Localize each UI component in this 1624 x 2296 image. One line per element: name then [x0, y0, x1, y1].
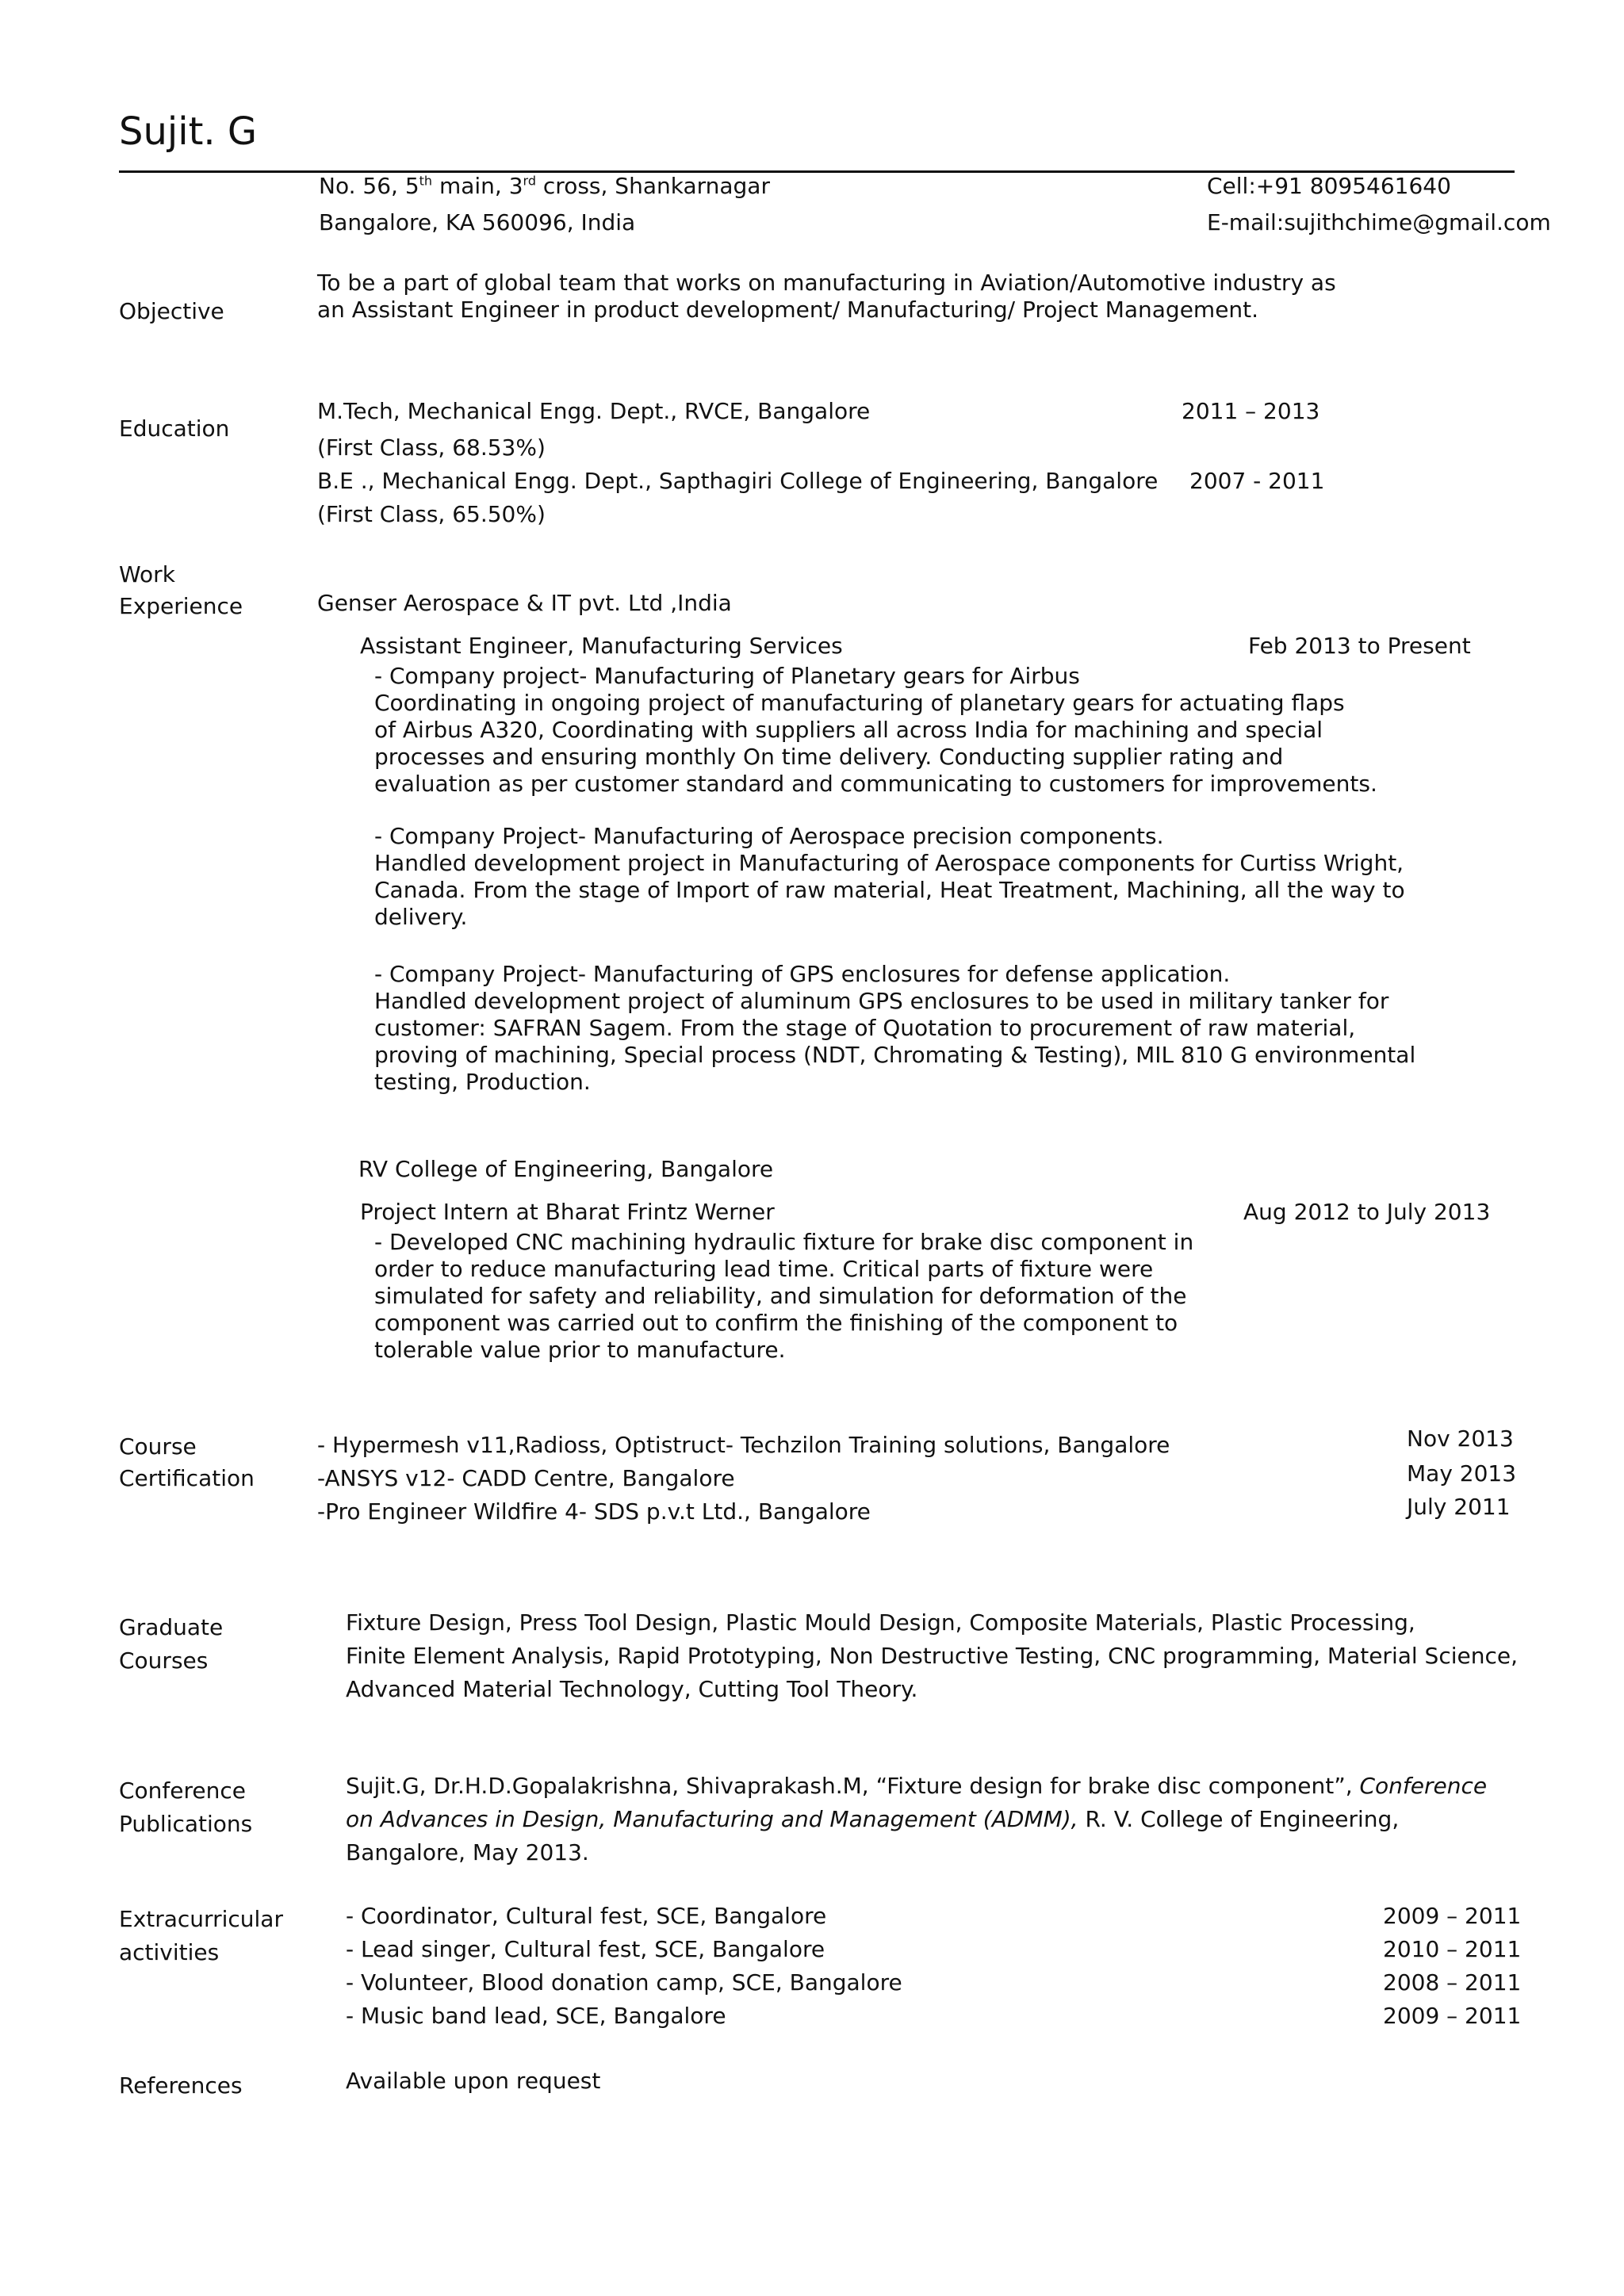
- education-result-1: (First Class, 68.53%): [317, 434, 546, 461]
- work-heading-1: Work: [119, 561, 175, 587]
- publication-authors-title: Sujit.G, Dr.H.D.Gopalakrishna, Shivaprakash.M, “Fixture design for brake disc component”,: [346, 1773, 1360, 1799]
- project-line: - Company Project- Manufacturing of GPS enclosures for defense application.: [374, 961, 1231, 987]
- project-line: Canada. From the stage of Import of raw material, Heat Treatment, Machining, all the way to: [374, 877, 1405, 903]
- project-line: testing, Production.: [374, 1069, 591, 1095]
- project-line: customer: SAFRAN Sagem. From the stage of Quotation to procurement of raw material,: [374, 1015, 1356, 1041]
- address-sup-2: rd: [523, 173, 536, 189]
- project-line: of Airbus A320, Coordinating with suppliers all across India for machining and special: [374, 717, 1323, 743]
- project-line: component was carried out to confirm the finishing of the component to: [374, 1310, 1178, 1336]
- graduate-courses-line: Fixture Design, Press Tool Design, Plastic Mould Design, Composite Materials, Plastic Processing,: [346, 1609, 1415, 1636]
- project-line: evaluation as per customer standard and communicating to customers for improvements.: [374, 771, 1377, 797]
- extracurricular-years: 2009 – 2011: [1383, 1903, 1522, 1929]
- company-genser: Genser Aerospace & IT pvt. Ltd ,India: [317, 590, 732, 616]
- email-address: E-mail:sujithchime@gmail.com: [1207, 209, 1551, 235]
- education-years-2: 2007 - 2011: [1189, 468, 1325, 494]
- project-line: - Company Project- Manufacturing of Aerospace precision components.: [374, 823, 1164, 849]
- objective-line-2: an Assistant Engineer in product development/ Manufacturing/ Project Management.: [317, 297, 1259, 323]
- project-line: simulated for safety and reliability, and simulation for deformation of the: [374, 1283, 1187, 1309]
- extracurricular-item: - Lead singer, Cultural fest, SCE, Bangalore: [346, 1936, 825, 1962]
- certification-date: July 2011: [1407, 1494, 1511, 1520]
- graduate-courses-heading-1: Graduate: [119, 1614, 224, 1640]
- education-years-1: 2011 – 2013: [1182, 398, 1320, 424]
- project-line: order to reduce manufacturing lead time. Critical parts of fixture were: [374, 1256, 1154, 1282]
- project-line: - Company project- Manufacturing of Planetary gears for Airbus: [374, 663, 1080, 689]
- education-degree-1: M.Tech, Mechanical Engg. Dept., RVCE, Bangalore: [317, 398, 871, 424]
- extracurricular-heading-2: activities: [119, 1939, 220, 1965]
- objective-line-1: To be a part of global team that works on manufacturing in Aviation/Automotive industry as: [317, 270, 1336, 296]
- publication-line-3: Bangalore, May 2013.: [346, 1839, 589, 1866]
- certification-heading-1: Course: [119, 1433, 197, 1460]
- address-line-1: [319, 173, 770, 200]
- role-project-intern-dates: Aug 2012 to July 2013: [1243, 1199, 1491, 1225]
- project-planetary-gears: [374, 663, 1377, 798]
- certification-date: May 2013: [1407, 1460, 1517, 1487]
- graduate-courses-line: Finite Element Analysis, Rapid Prototyping, Non Destructive Testing, CNC programming, Material Science,: [346, 1643, 1518, 1669]
- address-main: main, 3: [432, 173, 523, 199]
- project-aerospace-components: [374, 823, 1405, 931]
- education-heading: Education: [119, 415, 230, 442]
- certification-date: Nov 2013: [1407, 1425, 1514, 1452]
- project-line: Coordinating in ongoing project of manufacturing of planetary gears for actuating flaps: [374, 690, 1345, 716]
- references-heading: References: [119, 2072, 243, 2099]
- publication-venue: on Advances in Design, Manufacturing and Management (ADMM),: [346, 1806, 1078, 1832]
- project-line: - Developed CNC machining hydraulic fixture for brake disc component in: [374, 1229, 1194, 1255]
- graduate-courses-heading-2: Courses: [119, 1647, 209, 1674]
- company-rvce: RV College of Engineering, Bangalore: [358, 1156, 774, 1182]
- extracurricular-years: 2010 – 2011: [1383, 1936, 1522, 1962]
- certification-item: -Pro Engineer Wildfire 4- SDS p.v.t Ltd., Bangalore: [317, 1498, 871, 1525]
- publication-line-2: [346, 1806, 1399, 1833]
- project-cnc-fixture: [374, 1229, 1193, 1364]
- graduate-courses-line: Advanced Material Technology, Cutting Tool Theory.: [346, 1676, 918, 1702]
- publication-institution: R. V. College of Engineering,: [1078, 1806, 1400, 1832]
- project-line: Handled development project in Manufacturing of Aerospace components for Curtiss Wright,: [374, 850, 1404, 876]
- references-text: Available upon request: [346, 2068, 601, 2094]
- objective-heading: Objective: [119, 298, 224, 324]
- education-degree-2: B.E ., Mechanical Engg. Dept., Sapthagiri College of Engineering, Bangalore: [317, 468, 1159, 494]
- extracurricular-years: 2008 – 2011: [1383, 1969, 1522, 1996]
- role-assistant-engineer: Assistant Engineer, Manufacturing Services: [360, 633, 843, 659]
- project-gps-enclosures: [374, 961, 1415, 1096]
- project-line: processes and ensuring monthly On time delivery. Conducting supplier rating and: [374, 744, 1284, 770]
- project-line: Handled development project of aluminum GPS enclosures to be used in military tanker for: [374, 988, 1389, 1014]
- address-line-2: Bangalore, KA 560096, India: [319, 209, 636, 235]
- role-project-intern: Project Intern at Bharat Frintz Werner: [360, 1199, 775, 1225]
- certification-heading-2: Certification: [119, 1465, 255, 1491]
- publication-venue-start: Conference: [1359, 1773, 1488, 1799]
- extracurricular-item: - Music band lead, SCE, Bangalore: [346, 2003, 726, 2029]
- certification-item: - Hypermesh v11,Radioss, Optistruct- Techzilon Training solutions, Bangalore: [317, 1432, 1170, 1458]
- extracurricular-years: 2009 – 2011: [1383, 2003, 1522, 2029]
- project-line: proving of machining, Special process (NDT, Chromating & Testing), MIL 810 G environmental: [374, 1042, 1416, 1068]
- address-number: No. 56, 5: [319, 173, 419, 199]
- publications-heading-1: Conference: [119, 1777, 247, 1804]
- address-rest: cross, Shankarnagar: [536, 173, 770, 199]
- extracurricular-heading-1: Extracurricular: [119, 1906, 283, 1932]
- extracurricular-item: - Volunteer, Blood donation camp, SCE, Bangalore: [346, 1969, 902, 1996]
- extracurricular-item: - Coordinator, Cultural fest, SCE, Bangalore: [346, 1903, 827, 1929]
- education-result-2: (First Class, 65.50%): [317, 501, 546, 527]
- address-sup-1: th: [419, 173, 433, 189]
- project-line: delivery.: [374, 904, 468, 930]
- project-line: tolerable value prior to manufacture.: [374, 1337, 786, 1363]
- work-heading-2: Experience: [119, 593, 243, 619]
- role-assistant-engineer-dates: Feb 2013 to Present: [1248, 633, 1471, 659]
- publication-line-1: [346, 1773, 1487, 1800]
- cell-number: Cell:+91 8095461640: [1207, 173, 1451, 199]
- candidate-name: Sujit. G: [119, 109, 258, 154]
- certification-item: -ANSYS v12- CADD Centre, Bangalore: [317, 1465, 735, 1491]
- publications-heading-2: Publications: [119, 1811, 253, 1837]
